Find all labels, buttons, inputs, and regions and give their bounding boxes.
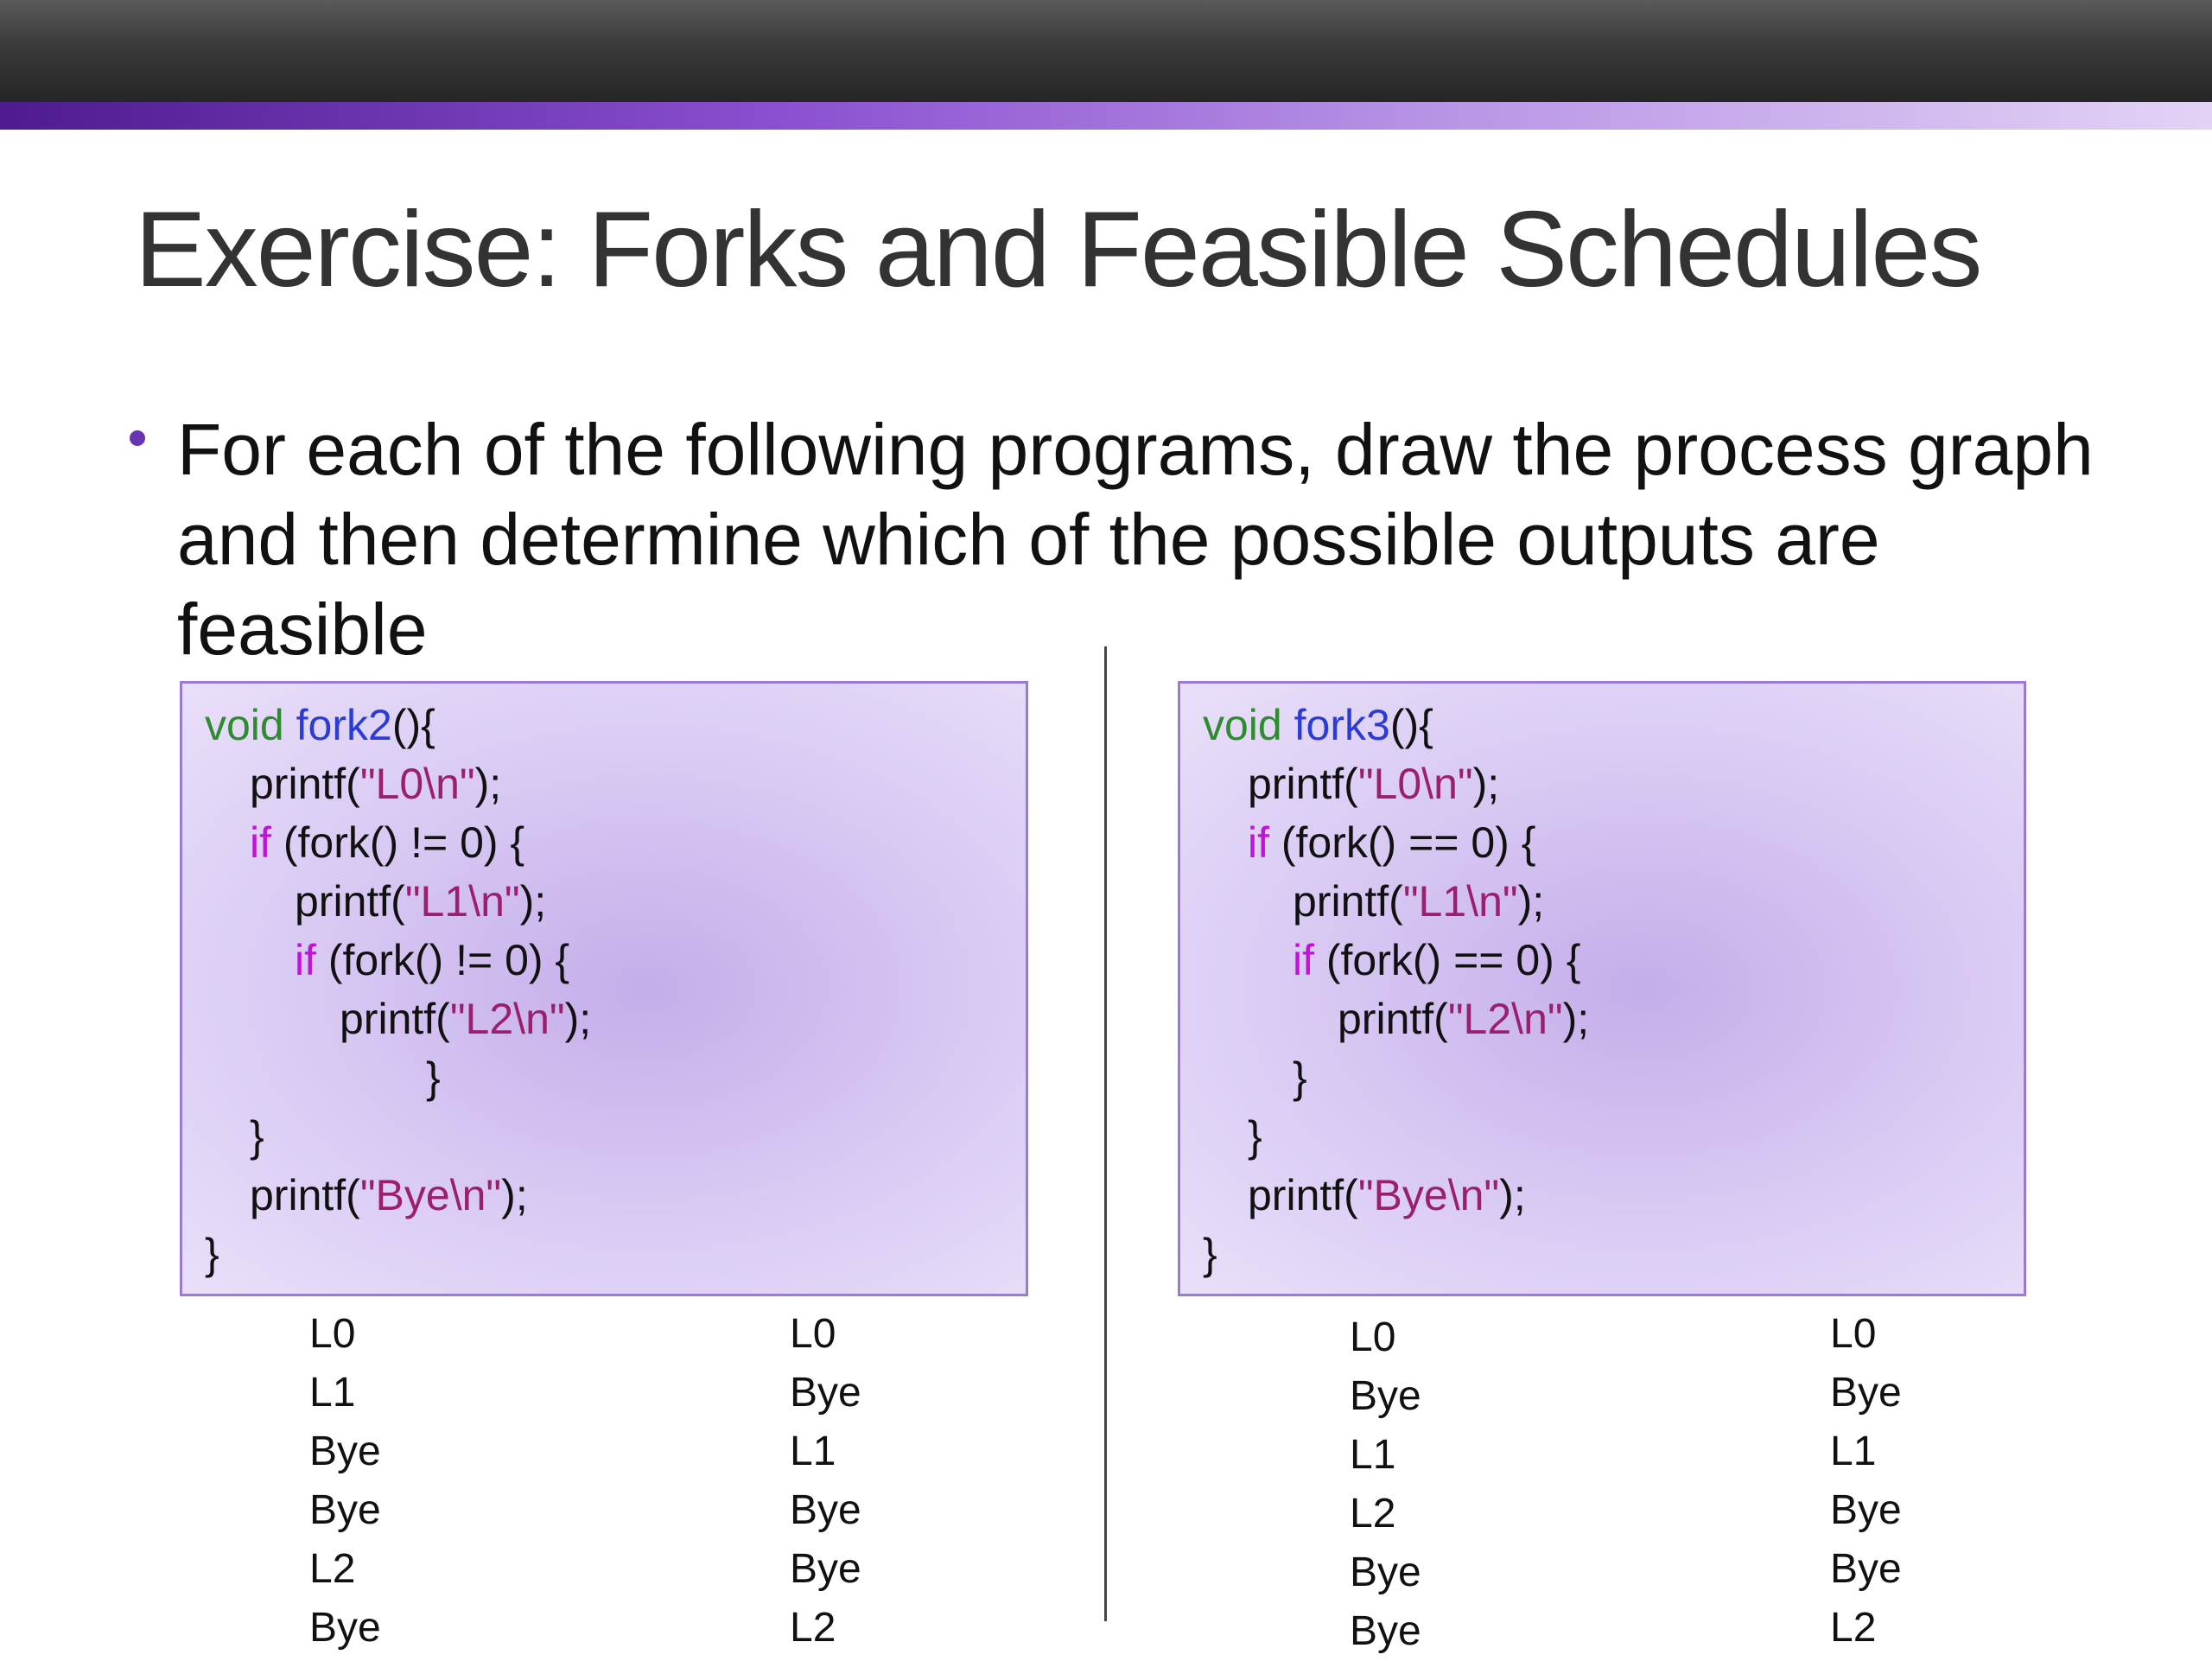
code-function-name: fork2 — [296, 701, 392, 749]
code-line: } — [426, 1053, 441, 1102]
code-string: "Bye\n" — [1357, 1171, 1500, 1219]
bullet-text: For each of the following programs, draw the process graph and then determine which of the possible outputs are feasible — [177, 409, 2094, 670]
code-text: ); — [564, 995, 592, 1043]
code-line — [1203, 699, 1433, 751]
code-text: ); — [519, 877, 547, 926]
code-function-name: fork3 — [1294, 701, 1390, 749]
code-line — [1248, 817, 1535, 869]
output-line: Bye — [309, 1429, 381, 1474]
output-line: Bye — [309, 1487, 381, 1533]
code-box-fork2 — [180, 681, 1028, 1296]
code-line — [295, 875, 546, 927]
code-text: (fork() != 0) { — [271, 818, 525, 867]
code-keyword: if — [1248, 818, 1269, 867]
code-line — [340, 993, 591, 1045]
column-divider — [1104, 646, 1107, 1621]
code-line: } — [1203, 1230, 1217, 1278]
output-line: L2 — [790, 1605, 836, 1651]
output-line: Bye — [790, 1487, 861, 1533]
code-text: ); — [1472, 760, 1500, 808]
output-line: Bye — [1830, 1546, 1902, 1592]
code-keyword: if — [250, 818, 271, 867]
output-line: L0 — [1350, 1314, 1396, 1360]
output-line: Bye — [309, 1605, 381, 1651]
code-text: printf( — [340, 995, 450, 1043]
code-text: printf( — [1248, 760, 1358, 808]
code-string: "L2\n" — [449, 995, 565, 1043]
code-line — [1248, 1169, 1526, 1221]
output-line: L0 — [309, 1311, 356, 1357]
output-line: L0 — [790, 1311, 836, 1357]
code-text: (){ — [1389, 701, 1433, 749]
output-list-fork3-a — [1350, 1308, 1421, 1661]
code-line — [1248, 758, 1499, 810]
code-text: ); — [1499, 1171, 1526, 1219]
code-line — [1338, 993, 1589, 1045]
top-banner — [0, 0, 2212, 102]
code-line — [1293, 875, 1544, 927]
code-line: } — [205, 1230, 219, 1278]
code-text: (){ — [391, 701, 435, 749]
code-text: ); — [1562, 995, 1590, 1043]
code-text: printf( — [250, 1171, 360, 1219]
output-line: Bye — [1350, 1550, 1421, 1595]
code-text: (fork() == 0) { — [1269, 818, 1536, 867]
code-line — [250, 758, 501, 810]
code-keyword: void — [1203, 701, 1282, 749]
code-line — [250, 817, 524, 869]
code-text: printf( — [1338, 995, 1448, 1043]
output-line: Bye — [1350, 1373, 1421, 1419]
code-text: (fork() != 0) { — [316, 936, 570, 984]
output-line: L1 — [309, 1370, 356, 1416]
code-keyword: if — [1293, 936, 1314, 984]
code-text: printf( — [1248, 1171, 1358, 1219]
code-string: "L1\n" — [404, 877, 520, 926]
code-keyword: if — [295, 936, 316, 984]
code-text: printf( — [1293, 877, 1403, 926]
output-line: Bye — [1830, 1487, 1902, 1533]
output-line: L2 — [309, 1546, 356, 1592]
code-text: ); — [474, 760, 502, 808]
output-line: L1 — [1350, 1432, 1396, 1478]
output-line: L2 — [1350, 1491, 1396, 1537]
code-line: } — [1293, 1053, 1307, 1102]
output-line: Bye — [1350, 1608, 1421, 1654]
code-box-fork3 — [1178, 681, 2026, 1296]
output-line: L1 — [790, 1429, 836, 1474]
code-line — [205, 699, 435, 751]
code-line: } — [250, 1112, 264, 1161]
output-line: L1 — [1830, 1429, 1877, 1474]
output-line: L2 — [1830, 1605, 1877, 1651]
output-list-fork2-a — [309, 1305, 381, 1658]
code-string: "Bye\n" — [359, 1171, 502, 1219]
code-string: "L1\n" — [1402, 877, 1518, 926]
code-keyword: void — [205, 701, 284, 749]
code-line — [250, 1169, 528, 1221]
code-text: ); — [501, 1171, 528, 1219]
code-string: "L0\n" — [359, 760, 475, 808]
code-line — [295, 934, 569, 986]
code-line — [1293, 934, 1580, 986]
code-text: printf( — [250, 760, 360, 808]
slide-title: Exercise: Forks and Feasible Schedules — [135, 190, 1981, 309]
code-string: "L0\n" — [1357, 760, 1473, 808]
accent-stripe — [0, 102, 2212, 130]
output-line: Bye — [790, 1370, 861, 1416]
output-list-fork3-b — [1830, 1305, 1902, 1658]
code-string: "L2\n" — [1447, 995, 1563, 1043]
output-line: Bye — [790, 1546, 861, 1592]
code-text: printf( — [295, 877, 405, 926]
output-list-fork2-b — [790, 1305, 861, 1658]
code-text: ); — [1517, 877, 1545, 926]
output-line: Bye — [1830, 1370, 1902, 1416]
code-text: (fork() == 0) { — [1314, 936, 1581, 984]
code-line: } — [1248, 1112, 1262, 1161]
output-line: L0 — [1830, 1311, 1877, 1357]
bullet-dot-icon — [130, 430, 145, 446]
